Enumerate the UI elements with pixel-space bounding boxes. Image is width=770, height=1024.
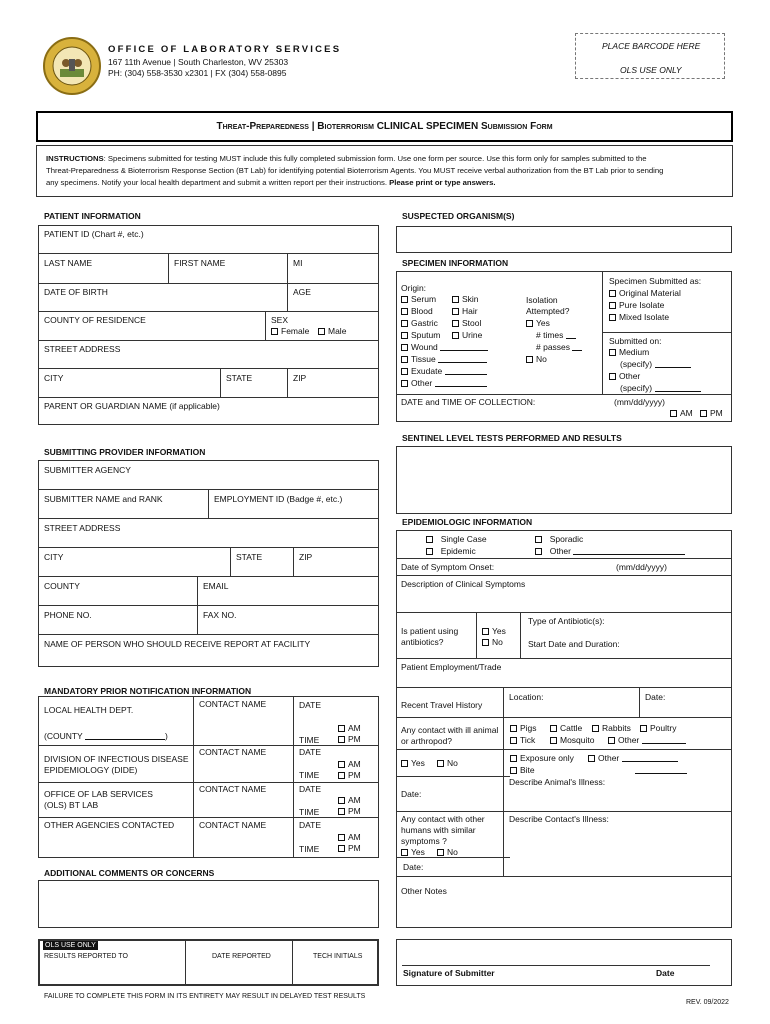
collection-datetime-field[interactable]: DATE and TIME OF COLLECTION: [401, 397, 536, 407]
sentinel-field[interactable] [396, 446, 732, 514]
epi-other-checkbox[interactable]: Other [535, 546, 685, 557]
guardian-field[interactable]: PARENT OR GUARDIAN NAME (if applicable) [44, 401, 220, 411]
state-seal [43, 37, 101, 95]
provider-state-field[interactable]: STATE [236, 552, 263, 562]
patient-street-field[interactable]: STREET ADDRESS [44, 344, 121, 354]
barcode-box [575, 33, 725, 79]
isolation-yes-checkbox[interactable]: Yes [526, 318, 550, 329]
animal-other-checkbox[interactable]: Other [608, 735, 686, 746]
last-name-field[interactable]: LAST NAME [44, 258, 93, 268]
title-part-c: Submission Form [478, 121, 553, 132]
rabbits-checkbox[interactable]: Rabbits [592, 723, 631, 734]
isolation-label-1: Isolation [526, 295, 558, 305]
other-specify-field[interactable]: (specify) [620, 383, 701, 394]
origin-label: Origin: [401, 283, 427, 293]
instructions-print: Please print or type answers. [386, 178, 496, 187]
epidemic-checkbox[interactable]: Epidemic [426, 546, 476, 557]
instructions-line-2: Threat-Preparedness & Bioterrorism Response Section (BT Lab) for identifying potential Bioterrorism Agents. You MUST receive verbal authorization from the BT Lab prior to sending [46, 166, 664, 175]
barcode-label: PLACE BARCODE HERE [602, 41, 701, 51]
provider-heading: SUBMITTING PROVIDER INFORMATION [44, 447, 206, 457]
pure-isolate-checkbox[interactable]: Pure Isolate [609, 300, 664, 311]
dide-am-checkbox[interactable]: AM [338, 759, 361, 770]
seal-graphic [45, 39, 99, 93]
origin-other-checkbox[interactable]: Other [401, 378, 487, 389]
ols-date-label: DATE [299, 784, 322, 794]
patient-city-field[interactable]: CITY [44, 373, 64, 383]
dide-date-label: DATE [299, 747, 322, 757]
submitter-agency-field[interactable]: SUBMITTER AGENCY [44, 465, 131, 475]
symptom-onset-field[interactable]: Date of Symptom Onset: [401, 562, 495, 572]
organism-heading: SUSPECTED ORGANISM(S) [402, 211, 515, 221]
epi-heading: EPIDEMIOLOGIC INFORMATION [402, 517, 533, 527]
animal-date-field[interactable]: Date: [401, 789, 422, 799]
ols-only-tag: OLS USE ONLY [45, 942, 96, 949]
human-no-checkbox[interactable]: No [437, 847, 458, 858]
isolation-times-field[interactable]: # times [536, 330, 576, 341]
local-contact-label: CONTACT NAME [199, 699, 267, 709]
patient-id-field[interactable]: PATIENT ID (Chart #, etc.) [44, 229, 144, 239]
medium-specify-field[interactable]: (specify) [620, 359, 691, 370]
county-residence-field[interactable]: COUNTY OF RESIDENCE [44, 315, 146, 325]
origin-tissue-checkbox[interactable]: Tissue [401, 354, 487, 365]
instructions-text-3: any specimens. Notify your local health department and submit a written report per their instructions. [46, 178, 387, 187]
comments-field[interactable] [38, 880, 379, 928]
animal-yes-checkbox[interactable]: Yes [401, 758, 425, 769]
signature-field[interactable]: Signature of Submitter [403, 968, 495, 978]
results-reported-field[interactable]: RESULTS REPORTED TO [44, 953, 128, 960]
instructions-label: INSTRUCTIONS [46, 154, 104, 163]
revision-label: REV. 09/2022 [686, 999, 729, 1006]
employment-trade-field[interactable]: Patient Employment/Trade [401, 662, 502, 672]
form-title-box [36, 111, 733, 142]
ols-pm-checkbox[interactable]: PM [338, 806, 361, 817]
human-contact-label-1: Any contact with other [401, 814, 485, 824]
ols-contact-label: CONTACT NAME [199, 784, 267, 794]
origin-skin-checkbox[interactable]: Skin [452, 294, 479, 305]
date-reported-field[interactable]: DATE REPORTED [212, 953, 271, 960]
exposure-only-checkbox[interactable]: Exposure only [510, 753, 574, 764]
specimen-heading: SPECIMEN INFORMATION [402, 258, 509, 268]
animal-contact-label-2: or arthropod? [401, 736, 453, 746]
dob-field[interactable]: DATE OF BIRTH [44, 287, 108, 297]
poultry-checkbox[interactable]: Poultry [640, 723, 676, 734]
dide-label-1: DIVISION OF INFECTIOUS DISEASE [44, 754, 189, 764]
comments-heading: ADDITIONAL COMMENTS OR CONCERNS [44, 868, 215, 878]
instructions-line-1 [46, 153, 647, 164]
human-yes-checkbox[interactable]: Yes [401, 847, 425, 858]
submitted-as-label: Specimen Submitted as: [609, 276, 702, 286]
provider-zip-field[interactable]: ZIP [299, 552, 313, 562]
local-pm-checkbox[interactable]: PM [338, 734, 361, 745]
origin-sputum-checkbox[interactable]: Sputum [401, 330, 440, 341]
other-date-label: DATE [299, 820, 322, 830]
antibiotics-yes-checkbox[interactable]: Yes [482, 626, 506, 637]
other-am-checkbox[interactable]: AM [338, 832, 361, 843]
origin-gastric-checkbox[interactable]: Gastric [401, 318, 438, 329]
form-title [38, 121, 731, 132]
isolation-passes-field[interactable]: # passes [536, 342, 582, 353]
mixed-isolate-checkbox[interactable]: Mixed Isolate [609, 312, 669, 323]
instructions-line-3 [46, 177, 496, 188]
dide-label-2: EPIDEMIOLOGY (DIDE) [44, 765, 138, 775]
submitted-on-label: Submitted on: [609, 336, 662, 346]
title-part-b: CLINICAL SPECIMEN [376, 121, 479, 132]
other-agencies-label: OTHER AGENCIES CONTACTED [44, 820, 175, 830]
employment-id-field[interactable]: EMPLOYMENT ID (Badge #, etc.) [214, 494, 343, 504]
symptom-onset-format: (mm/dd/yyyy) [616, 562, 667, 572]
submitter-name-field[interactable]: SUBMITTER NAME and RANK [44, 494, 163, 504]
sex-label: SEX [271, 315, 289, 325]
travel-history-label: Recent Travel History [401, 700, 483, 710]
isolation-label-2: Attempted? [526, 306, 570, 316]
origin-urine-checkbox[interactable]: Urine [452, 330, 482, 341]
mi-field[interactable]: MI [293, 258, 303, 268]
instructions-text-1: : Specimens submitted for testing MUST include this fully completed submission form. Use one form per source. Use this form only for samples submitted to the [103, 154, 647, 163]
mosquito-checkbox[interactable]: Mosquito [550, 735, 595, 746]
human-contact-label-2: humans with similar [401, 825, 476, 835]
mandatory-box [38, 696, 379, 858]
sporadic-checkbox[interactable]: Sporadic [535, 534, 583, 545]
origin-wound-checkbox[interactable]: Wound [401, 342, 488, 353]
org-address: 167 11th Avenue | South Charleston, WV 25303 [108, 57, 289, 67]
mandatory-heading: MANDATORY PRIOR NOTIFICATION INFORMATION [44, 686, 252, 696]
clinical-symptoms-field[interactable]: Description of Clinical Symptoms [401, 579, 526, 589]
provider-phone-field[interactable]: PHONE NO. [44, 610, 92, 620]
local-time-label: TIME [299, 735, 320, 745]
collection-am-checkbox[interactable]: AM [670, 408, 693, 419]
age-field[interactable]: AGE [293, 287, 311, 297]
patient-state-field[interactable]: STATE [226, 373, 253, 383]
animal-illness-field[interactable]: Describe Animal's Illness: [509, 777, 606, 787]
ols-time-label: TIME [299, 807, 320, 817]
antibiotics-label-2: antibiotics? [401, 637, 444, 647]
org-phone: PH: (304) 558-3530 x2301 | FX (304) 558-0895 [108, 68, 287, 78]
local-am-checkbox[interactable]: AM [338, 723, 361, 734]
tick-checkbox[interactable]: Tick [510, 735, 535, 746]
sentinel-heading: SENTINEL LEVEL TESTS PERFORMED AND RESULTS [402, 433, 622, 443]
provider-county-field[interactable]: COUNTY [44, 581, 80, 591]
other-time-label: TIME [299, 844, 320, 854]
other-pm-checkbox[interactable]: PM [338, 843, 361, 854]
antibiotic-type-field[interactable]: Type of Antibiotic(s): [528, 616, 605, 626]
origin-stool-checkbox[interactable]: Stool [452, 318, 481, 329]
travel-location-field[interactable]: Location: [509, 692, 544, 702]
ols-label-1: OFFICE OF LAB SERVICES [44, 789, 153, 799]
other-medium-checkbox[interactable]: Other [609, 371, 640, 382]
other-notes-field[interactable]: Other Notes [401, 886, 447, 896]
bite-checkbox[interactable]: Bite [510, 765, 687, 776]
pigs-checkbox[interactable]: Pigs [510, 723, 537, 734]
footer-warning: FAILURE TO COMPLETE THIS FORM IN ITS ENTIRETY MAY RESULT IN DELAYED TEST RESULTS [44, 993, 366, 1000]
animal-contact-label-1: Any contact with ill animal [401, 725, 499, 735]
organism-field[interactable] [396, 226, 732, 253]
cattle-checkbox[interactable]: Cattle [550, 723, 582, 734]
ols-label-2: (OLS) BT LAB [44, 800, 99, 810]
provider-street-field[interactable]: STREET ADDRESS [44, 523, 121, 533]
medium-checkbox[interactable]: Medium [609, 347, 649, 358]
tech-initials-field[interactable]: TECH INITIALS [313, 953, 363, 960]
patient-zip-field[interactable]: ZIP [293, 373, 307, 383]
collection-pm-checkbox[interactable]: PM [700, 408, 723, 419]
single-case-checkbox[interactable]: Single Case [426, 534, 487, 545]
report-recipient-field[interactable]: NAME OF PERSON WHO SHOULD RECEIVE REPORT AT FACILITY [44, 639, 311, 649]
sex-female-checkbox[interactable]: Female [271, 326, 309, 337]
origin-exudate-checkbox[interactable]: Exudate [401, 366, 487, 377]
original-material-checkbox[interactable]: Original Material [609, 288, 681, 299]
title-part-a: Threat-Preparedness | Bioterrorism [216, 121, 377, 132]
collection-date-format: (mm/dd/yyyy) [614, 397, 665, 407]
county-field[interactable]: (COUNTY ) [44, 731, 168, 741]
antibiotics-label-1: Is patient using [401, 626, 459, 636]
antibiotics-no-checkbox[interactable]: No [482, 637, 503, 648]
human-contact-label-3: symptoms ? [401, 836, 447, 846]
human-date-field[interactable]: Date: [403, 862, 424, 872]
antibiotic-start-field[interactable]: Start Date and Duration: [528, 639, 620, 649]
patient-heading: PATIENT INFORMATION [44, 211, 141, 221]
dide-pm-checkbox[interactable]: PM [338, 770, 361, 781]
travel-date-field[interactable]: Date: [645, 692, 666, 702]
other-contact-label: CONTACT NAME [199, 820, 267, 830]
origin-hair-checkbox[interactable]: Hair [452, 306, 478, 317]
first-name-field[interactable]: FIRST NAME [174, 258, 226, 268]
animal-no-checkbox[interactable]: No [437, 758, 458, 769]
isolation-no-checkbox[interactable]: No [526, 354, 547, 365]
sex-male-checkbox[interactable]: Male [318, 326, 346, 337]
dide-time-label: TIME [299, 770, 320, 780]
origin-blood-checkbox[interactable]: Blood [401, 306, 433, 317]
origin-serum-checkbox[interactable]: Serum [401, 294, 436, 305]
provider-city-field[interactable]: CITY [44, 552, 64, 562]
org-name: OFFICE OF LABORATORY SERVICES [108, 44, 342, 55]
exposure-other-checkbox[interactable]: Other [588, 753, 678, 764]
ols-use-label: OLS USE ONLY [620, 65, 682, 75]
provider-fax-field[interactable]: FAX NO. [203, 610, 237, 620]
provider-email-field[interactable]: EMAIL [203, 581, 229, 591]
local-date-label: DATE [299, 700, 322, 710]
ols-am-checkbox[interactable]: AM [338, 795, 361, 806]
dide-contact-label: CONTACT NAME [199, 747, 267, 757]
local-health-label: LOCAL HEALTH DEPT. [44, 705, 134, 715]
signature-date-field[interactable]: Date [656, 968, 675, 978]
contact-illness-field[interactable]: Describe Contact's Illness: [509, 814, 609, 824]
